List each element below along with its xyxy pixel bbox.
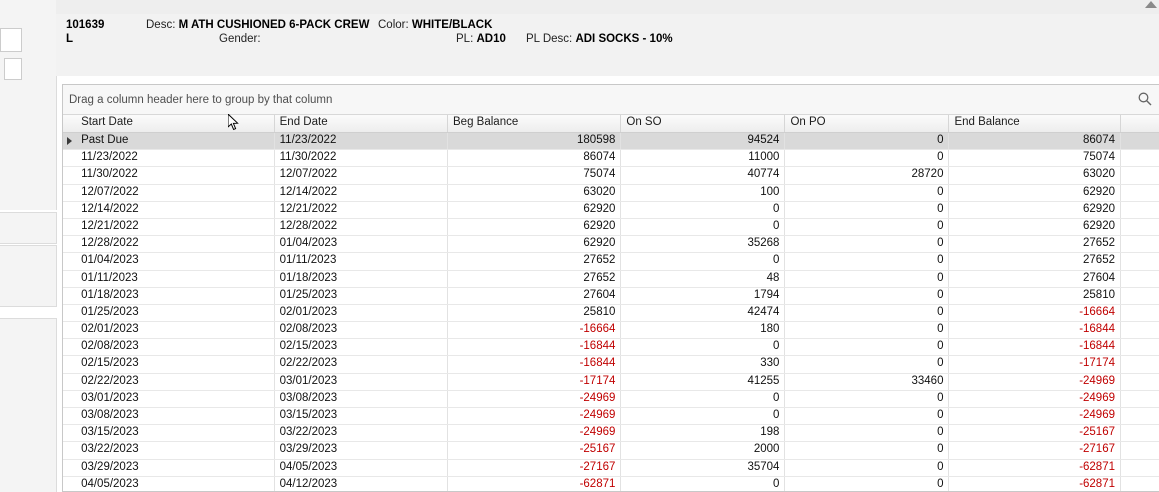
cell-end-balance: -25167 <box>949 425 1121 441</box>
cell-end-balance: -16844 <box>949 339 1121 355</box>
cell-end-date: 02/15/2023 <box>275 339 448 355</box>
left-panel-section-3 <box>0 245 57 307</box>
cell-beg-balance: -24969 <box>448 425 621 441</box>
cell-start-date: 11/23/2022 <box>76 150 275 166</box>
cell-beg-balance: 25810 <box>448 305 621 321</box>
cell-beg-balance: 27652 <box>448 271 621 287</box>
cell-beg-balance: -24969 <box>448 391 621 407</box>
cell-on-po: 0 <box>785 185 949 201</box>
cell-end-date: 03/08/2023 <box>275 391 448 407</box>
cell-end-balance: 25810 <box>949 288 1121 304</box>
pl-desc-label: PL Desc: <box>526 33 573 45</box>
item-detail-header <box>56 14 1159 76</box>
cell-overflow <box>1121 477 1159 492</box>
cell-on-po: 28720 <box>785 167 949 183</box>
cell-on-so: 0 <box>621 253 785 269</box>
cell-end-balance: 62920 <box>949 219 1121 235</box>
row-indicator <box>63 150 76 166</box>
cell-on-so: 0 <box>621 202 785 218</box>
table-row[interactable] <box>63 442 1159 459</box>
cell-on-so: 180 <box>621 322 785 338</box>
size-value: L <box>66 33 74 45</box>
cell-start-date: 01/11/2023 <box>76 271 275 287</box>
cell-overflow <box>1121 408 1159 424</box>
cell-on-po: 0 <box>785 133 949 149</box>
row-indicator <box>63 460 76 476</box>
cell-on-so: 198 <box>621 425 785 441</box>
cell-end-date: 11/30/2022 <box>275 150 448 166</box>
cell-beg-balance: 62920 <box>448 219 621 235</box>
column-header-beg-balance[interactable]: Beg Balance <box>448 115 621 132</box>
pl-desc-field <box>526 33 673 45</box>
color-label: Color: <box>378 19 409 31</box>
cell-on-po: 0 <box>785 460 949 476</box>
cell-end-balance: 27652 <box>949 236 1121 252</box>
row-indicator <box>63 271 76 287</box>
cell-start-date: 01/04/2023 <box>76 253 275 269</box>
table-row[interactable] <box>63 425 1159 442</box>
cell-overflow <box>1121 236 1159 252</box>
cell-overflow <box>1121 133 1159 149</box>
cell-beg-balance: -62871 <box>448 477 621 492</box>
cell-on-po: 0 <box>785 253 949 269</box>
cell-overflow <box>1121 185 1159 201</box>
pl-value: AD10 <box>476 33 506 45</box>
cell-end-balance: -24969 <box>949 391 1121 407</box>
table-row[interactable] <box>63 460 1159 477</box>
cell-on-po: 0 <box>785 408 949 424</box>
row-indicator <box>63 425 76 441</box>
table-row[interactable] <box>63 339 1159 356</box>
cell-on-so: 100 <box>621 185 785 201</box>
cell-end-date: 03/15/2023 <box>275 408 448 424</box>
cell-end-date: 12/28/2022 <box>275 219 448 235</box>
cell-on-so: 1794 <box>621 288 785 304</box>
cell-end-date: 02/22/2023 <box>275 356 448 372</box>
cell-start-date: 01/25/2023 <box>76 305 275 321</box>
cell-start-date: 02/22/2023 <box>76 374 275 390</box>
cell-on-po: 0 <box>785 219 949 235</box>
cell-end-date: 02/08/2023 <box>275 322 448 338</box>
row-indicator <box>63 236 76 252</box>
row-indicator <box>63 322 76 338</box>
description-value: M ATH CUSHIONED 6-PACK CREW <box>178 19 370 31</box>
cell-on-so: 41255 <box>621 374 785 390</box>
pl-desc-value: ADI SOCKS - 10% <box>575 33 673 45</box>
cell-end-date: 02/01/2023 <box>275 305 448 321</box>
cell-overflow <box>1121 425 1159 441</box>
cell-on-po: 0 <box>785 305 949 321</box>
row-indicator <box>63 202 76 218</box>
cell-beg-balance: -24969 <box>448 408 621 424</box>
cell-overflow <box>1121 202 1159 218</box>
table-row[interactable] <box>63 150 1159 167</box>
cell-on-so: 35704 <box>621 460 785 476</box>
cell-start-date: 03/29/2023 <box>76 460 275 476</box>
cell-end-date: 04/12/2023 <box>275 477 448 492</box>
cell-on-po: 0 <box>785 150 949 166</box>
cell-beg-balance: 62920 <box>448 202 621 218</box>
cell-overflow <box>1121 339 1159 355</box>
row-indicator <box>63 374 76 390</box>
cell-on-so: 2000 <box>621 442 785 458</box>
color-value: WHITE/BLACK <box>411 19 493 31</box>
cell-end-date: 01/18/2023 <box>275 271 448 287</box>
cell-on-so: 48 <box>621 271 785 287</box>
cell-end-balance: -17174 <box>949 356 1121 372</box>
cell-beg-balance: 75074 <box>448 167 621 183</box>
cell-overflow <box>1121 150 1159 166</box>
cell-on-so: 35268 <box>621 236 785 252</box>
cell-overflow <box>1121 391 1159 407</box>
table-row[interactable] <box>63 374 1159 391</box>
cell-end-date: 11/23/2022 <box>275 133 448 149</box>
pl-label: PL: <box>456 33 474 45</box>
table-row[interactable] <box>63 253 1159 270</box>
table-row[interactable] <box>63 167 1159 184</box>
cell-overflow <box>1121 442 1159 458</box>
cell-beg-balance: 180598 <box>448 133 621 149</box>
cell-end-date: 03/01/2023 <box>275 374 448 390</box>
cell-beg-balance: 63020 <box>448 185 621 201</box>
cell-end-balance: -27167 <box>949 442 1121 458</box>
cell-start-date: 02/15/2023 <box>76 356 275 372</box>
row-indicator <box>63 288 76 304</box>
cell-beg-balance: -25167 <box>448 442 621 458</box>
cell-start-date: Past Due <box>76 133 275 149</box>
row-indicator <box>63 442 76 458</box>
cell-start-date: 03/08/2023 <box>76 408 275 424</box>
cell-overflow <box>1121 167 1159 183</box>
inventory-projection-grid <box>62 84 1159 492</box>
column-header-end-balance[interactable]: End Balance <box>949 115 1121 132</box>
cell-end-balance: -62871 <box>949 460 1121 476</box>
column-header-on-so[interactable]: On SO <box>621 115 785 132</box>
grid-body <box>63 133 1159 492</box>
row-indicator <box>63 477 76 492</box>
cell-end-date: 12/07/2022 <box>275 167 448 183</box>
cell-on-so: 0 <box>621 477 785 492</box>
cell-on-po: 0 <box>785 425 949 441</box>
left-panel-section-2 <box>0 212 57 244</box>
pl-field <box>456 33 506 45</box>
cell-end-balance: 62920 <box>949 202 1121 218</box>
description-field <box>146 19 369 31</box>
table-row[interactable] <box>63 288 1159 305</box>
left-panel-section-4 <box>0 318 57 492</box>
table-row[interactable] <box>63 133 1159 150</box>
cell-on-so: 42474 <box>621 305 785 321</box>
current-row-arrow-icon <box>67 137 72 145</box>
cell-beg-balance: -16664 <box>448 322 621 338</box>
cell-on-so: 40774 <box>621 167 785 183</box>
row-indicator <box>63 253 76 269</box>
cell-on-so: 94524 <box>621 133 785 149</box>
window-top-band <box>56 0 1159 15</box>
cell-on-po: 0 <box>785 271 949 287</box>
cell-overflow <box>1121 322 1159 338</box>
cell-end-balance: -24969 <box>949 408 1121 424</box>
cell-start-date: 02/01/2023 <box>76 322 275 338</box>
cell-beg-balance: -27167 <box>448 460 621 476</box>
row-indicator <box>63 219 76 235</box>
group-by-hint: Drag a column header here to group by that column <box>69 93 333 106</box>
chevron-up-icon[interactable] <box>1145 1 1157 8</box>
cell-end-balance: 63020 <box>949 167 1121 183</box>
cell-overflow <box>1121 305 1159 321</box>
table-row[interactable] <box>63 236 1159 253</box>
row-indicator <box>63 305 76 321</box>
cell-on-so: 0 <box>621 219 785 235</box>
cell-end-date: 01/04/2023 <box>275 236 448 252</box>
cell-end-balance: -16844 <box>949 322 1121 338</box>
cell-end-balance: 62920 <box>949 185 1121 201</box>
row-indicator <box>63 408 76 424</box>
column-header-overflow <box>1121 115 1159 132</box>
table-row[interactable] <box>63 185 1159 202</box>
cell-beg-balance: 27652 <box>448 253 621 269</box>
cell-on-so: 0 <box>621 391 785 407</box>
cell-beg-balance: 86074 <box>448 150 621 166</box>
cell-overflow <box>1121 288 1159 304</box>
cell-start-date: 04/05/2023 <box>76 477 275 492</box>
table-row[interactable] <box>63 408 1159 425</box>
cell-end-date: 01/11/2023 <box>275 253 448 269</box>
group-by-drop-area[interactable] <box>63 85 1159 115</box>
cell-start-date: 11/30/2022 <box>76 167 275 183</box>
row-indicator <box>63 133 76 149</box>
grid-header-row <box>63 115 1159 133</box>
gender-label: Gender: <box>219 33 261 45</box>
cell-start-date: 12/07/2022 <box>76 185 275 201</box>
cell-start-date: 03/22/2023 <box>76 442 275 458</box>
cell-beg-balance: 27604 <box>448 288 621 304</box>
cell-end-date: 03/29/2023 <box>275 442 448 458</box>
cell-on-po: 33460 <box>785 374 949 390</box>
row-indicator <box>63 185 76 201</box>
cell-start-date: 12/28/2022 <box>76 236 275 252</box>
cell-on-po: 0 <box>785 477 949 492</box>
table-row[interactable] <box>63 477 1159 492</box>
cell-end-date: 12/14/2022 <box>275 185 448 201</box>
cell-on-po: 0 <box>785 202 949 218</box>
table-row[interactable] <box>63 305 1159 322</box>
cell-start-date: 03/15/2023 <box>76 425 275 441</box>
cell-start-date: 03/01/2023 <box>76 391 275 407</box>
cell-start-date: 02/08/2023 <box>76 339 275 355</box>
table-row[interactable] <box>63 271 1159 288</box>
cell-on-po: 0 <box>785 339 949 355</box>
cell-start-date: 01/18/2023 <box>76 288 275 304</box>
cell-beg-balance: -16844 <box>448 339 621 355</box>
cell-on-po: 0 <box>785 391 949 407</box>
cell-end-balance: 27652 <box>949 253 1121 269</box>
left-panel-field-2[interactable] <box>4 58 22 80</box>
table-row[interactable] <box>63 219 1159 236</box>
cell-overflow <box>1121 271 1159 287</box>
cell-end-balance: 75074 <box>949 150 1121 166</box>
cell-on-so: 0 <box>621 408 785 424</box>
color-field <box>378 19 492 31</box>
cell-end-date: 12/21/2022 <box>275 202 448 218</box>
search-icon[interactable] <box>1137 91 1153 107</box>
description-label: Desc: <box>146 19 176 31</box>
table-row[interactable] <box>63 202 1159 219</box>
cell-on-so: 330 <box>621 356 785 372</box>
cell-on-po: 0 <box>785 356 949 372</box>
table-row[interactable] <box>63 356 1159 373</box>
row-indicator <box>63 391 76 407</box>
cell-on-so: 0 <box>621 339 785 355</box>
row-indicator <box>63 167 76 183</box>
cell-end-date: 04/05/2023 <box>275 460 448 476</box>
cell-overflow <box>1121 219 1159 235</box>
cell-beg-balance: -17174 <box>448 374 621 390</box>
cell-on-so: 11000 <box>621 150 785 166</box>
cell-end-balance: -24969 <box>949 374 1121 390</box>
cell-end-date: 03/22/2023 <box>275 425 448 441</box>
table-row[interactable] <box>63 391 1159 408</box>
cell-overflow <box>1121 356 1159 372</box>
cell-overflow <box>1121 374 1159 390</box>
cell-end-balance: -62871 <box>949 477 1121 492</box>
row-indicator-header <box>63 115 76 132</box>
cell-start-date: 12/21/2022 <box>76 219 275 235</box>
cell-overflow <box>1121 253 1159 269</box>
column-header-start-date[interactable]: Start Date <box>76 115 275 132</box>
cell-overflow <box>1121 460 1159 476</box>
column-header-end-date[interactable]: End Date <box>275 115 448 132</box>
table-row[interactable] <box>63 322 1159 339</box>
cell-on-po: 0 <box>785 322 949 338</box>
row-indicator <box>63 339 76 355</box>
style-number: 101639 <box>66 19 105 31</box>
cell-beg-balance: 62920 <box>448 236 621 252</box>
cell-on-po: 0 <box>785 288 949 304</box>
cell-end-date: 01/25/2023 <box>275 288 448 304</box>
column-header-on-po[interactable]: On PO <box>785 115 949 132</box>
cell-end-balance: 27604 <box>949 271 1121 287</box>
row-indicator <box>63 356 76 372</box>
cell-start-date: 12/14/2022 <box>76 202 275 218</box>
cell-end-balance: 86074 <box>949 133 1121 149</box>
cell-on-po: 0 <box>785 442 949 458</box>
cell-on-po: 0 <box>785 236 949 252</box>
gender-field <box>219 33 261 45</box>
cell-end-balance: -16664 <box>949 305 1121 321</box>
left-panel-field-1[interactable] <box>0 28 22 52</box>
cell-beg-balance: -16844 <box>448 356 621 372</box>
